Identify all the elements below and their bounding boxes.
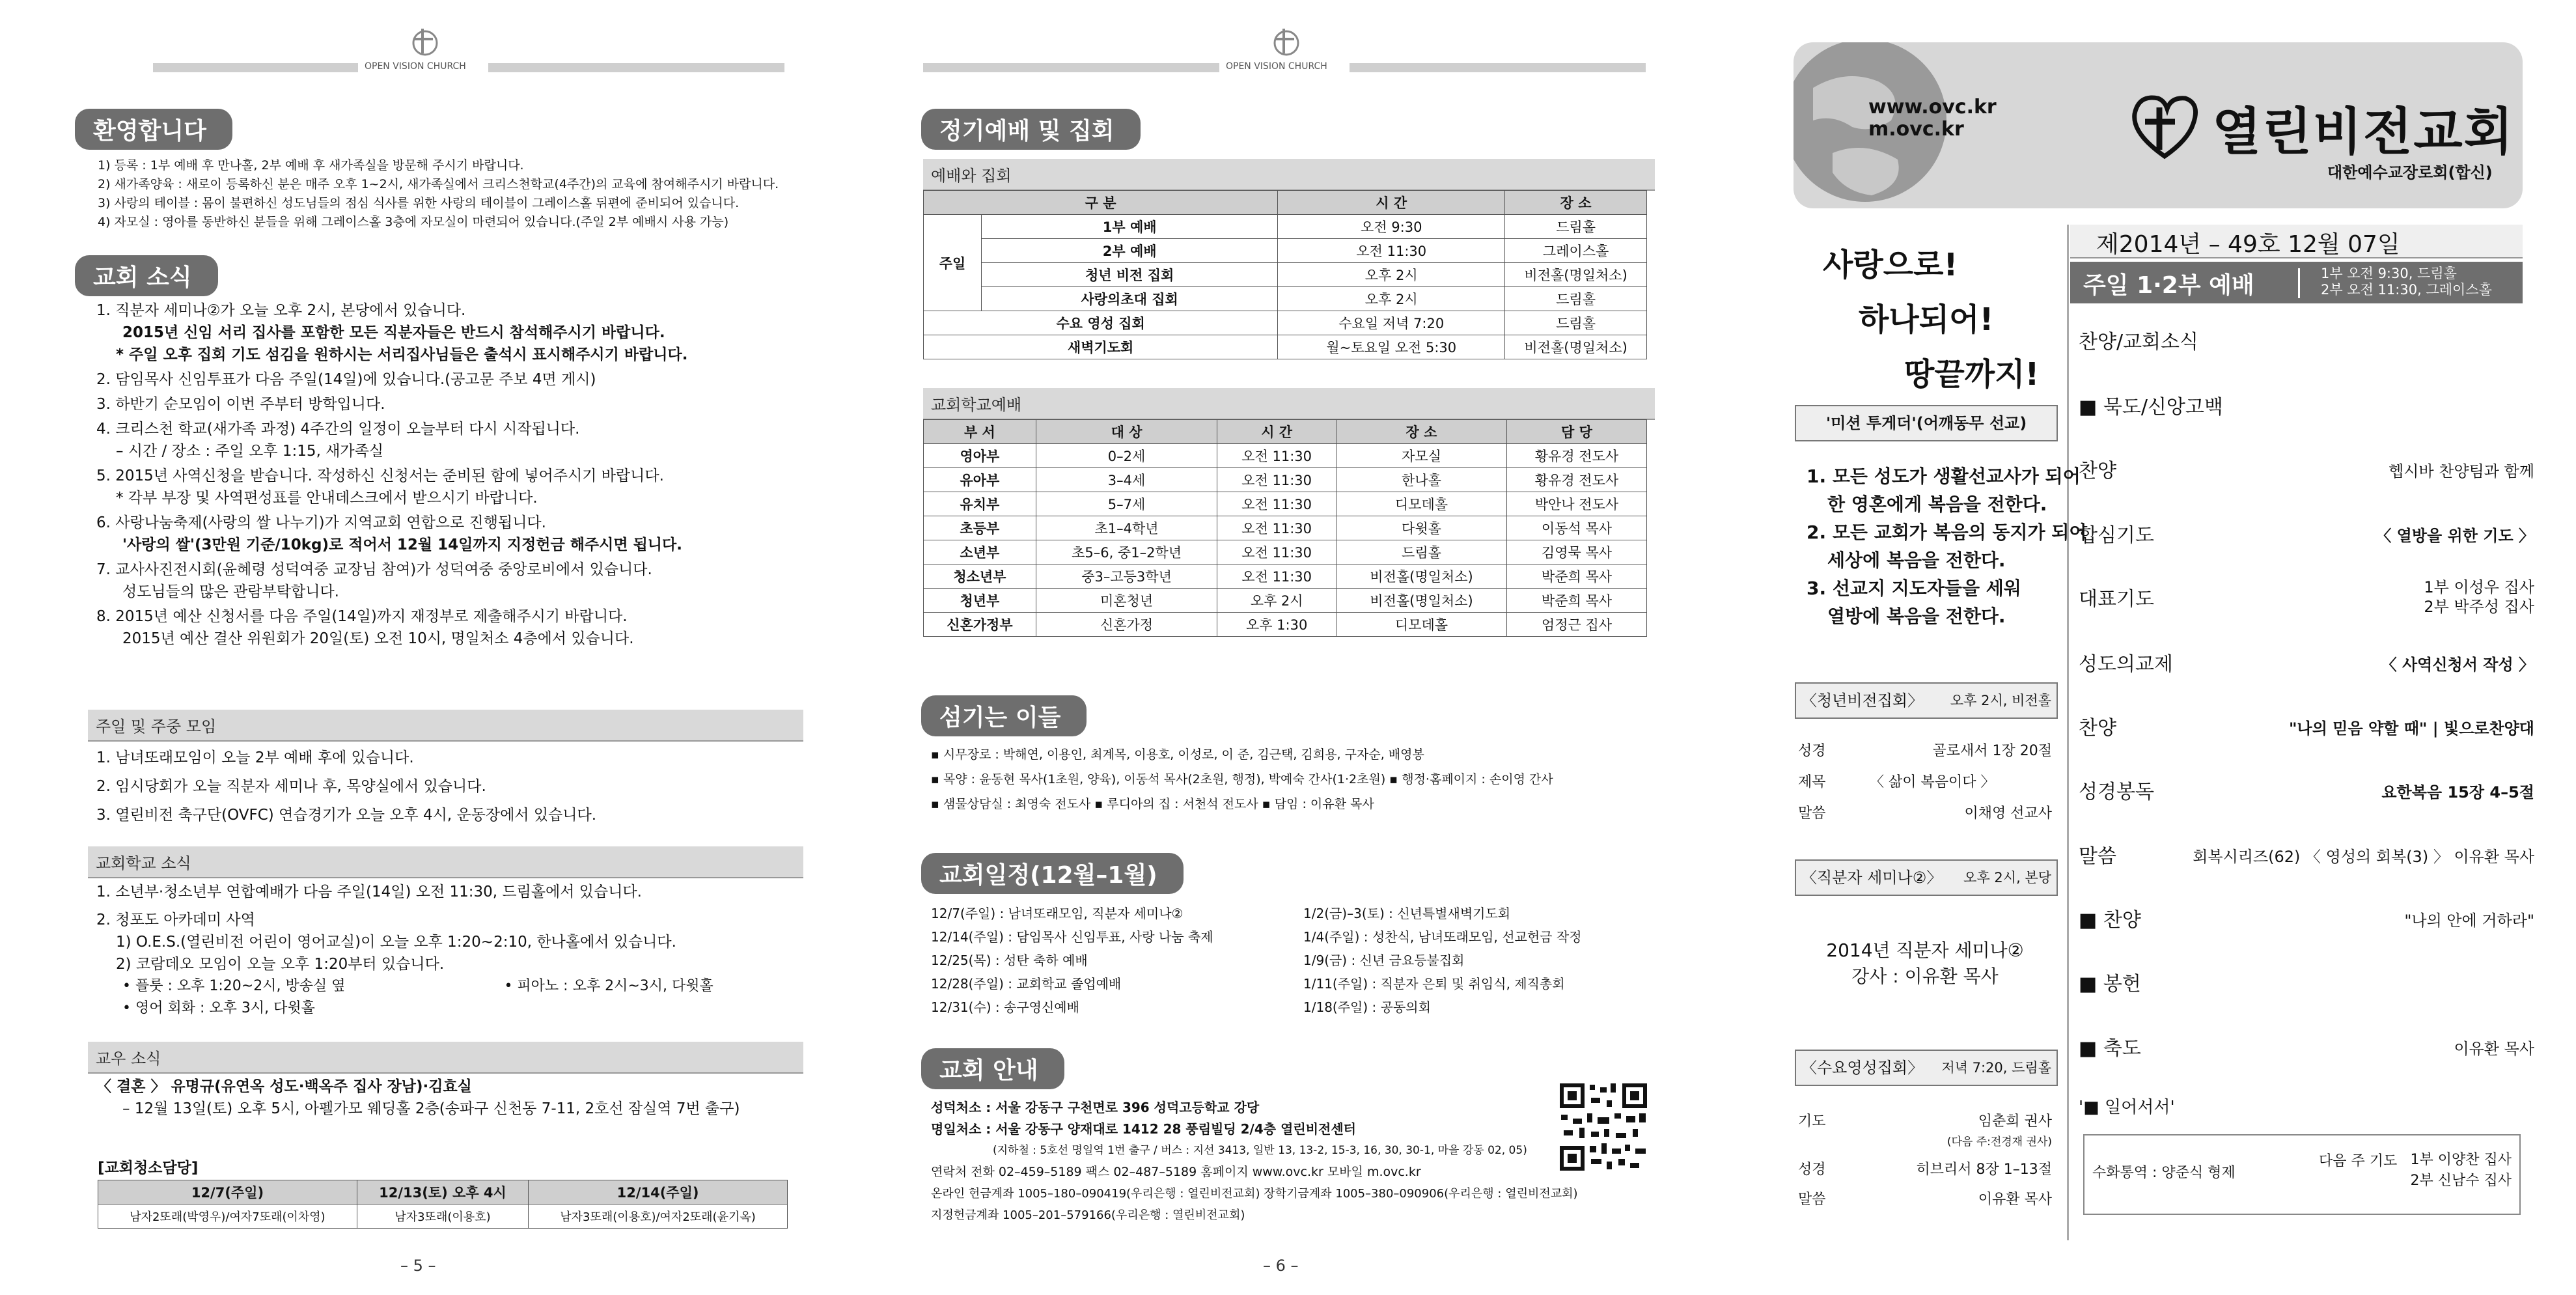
seminar-line: 강사 : 이유환 목사 bbox=[1851, 966, 1999, 987]
info-line: 명일처소 : 서울 강동구 양재대로 1412 28 풍림빌딩 2/4층 열린비전센터 bbox=[931, 1121, 1356, 1137]
news-item: 성도님들의 많은 관람부탁합니다. bbox=[122, 583, 339, 600]
order-label: 찬양/교회소식 bbox=[2079, 331, 2198, 354]
info-line: 온라인 헌금계좌 1005–180–090419(우리은행 : 열린비전교회) 장학기금계좌 1005–380–090906(우리은행 : 열린비전교회) bbox=[931, 1187, 1578, 1201]
order-value: 헵시바 찬양팀과 함께 bbox=[2389, 462, 2534, 480]
school-item: 1. 소년부·청소년부 연합예배가 다음 주일(14일) 오전 11:30, 드림홀에서 있습니다. bbox=[96, 884, 642, 900]
school-worship-cell: 비전홀(명일처소) bbox=[1336, 564, 1507, 589]
info-line: 지정헌금계좌 1005–201–579166(우리은행 : 열린비전교회) bbox=[931, 1208, 1245, 1222]
news-item: * 각부 부장 및 사역편성표를 안내데스크에서 받으시기 바랍니다. bbox=[116, 490, 538, 507]
slogan-line: 사랑으로! bbox=[1823, 247, 1958, 283]
schedule-item: 12/28(주일) : 교회학교 졸업예배 bbox=[931, 976, 1122, 992]
header-rule-right bbox=[488, 63, 784, 72]
school-worship-cell: 박준희 목사 bbox=[1506, 564, 1646, 589]
worship-cell: 비전홀(명일처소) bbox=[1505, 335, 1647, 359]
servants-line: ▪ 시무장로 : 박해연, 이용인, 최계목, 이용호, 이성로, 이 준, 김근택, 김희용, 구자순, 배영봉 bbox=[931, 747, 1424, 762]
wednesday-header bbox=[1795, 1050, 2058, 1086]
cleaning-cell: 남자3또래(이용호)/여자2또래(윤기옥) bbox=[529, 1204, 788, 1229]
wed-row-label: 성경 bbox=[1798, 1162, 1826, 1178]
order-label: ■ 봉헌 bbox=[2079, 973, 2141, 996]
school-worship-cell: 황유경 전도사 bbox=[1506, 468, 1646, 492]
next-prayer-label: 다음 주 기도 bbox=[2319, 1153, 2398, 1169]
worship-sub: 예배와 집회 bbox=[923, 159, 1655, 191]
school-worship-cell: 오전 11:30 bbox=[1217, 540, 1336, 564]
school-worship-cell: 오전 11:30 bbox=[1217, 516, 1336, 540]
cleaning-cell: 남자2또래(박영우)/여자7또래(이차영) bbox=[98, 1204, 357, 1229]
header-church-en: OPEN VISION CHURCH bbox=[1226, 61, 1327, 72]
info-line: 성덕처소 : 서울 강동구 구천면로 396 성덕고등학교 강당 bbox=[931, 1100, 1260, 1115]
youth-row-label: 말씀 bbox=[1798, 805, 1826, 822]
schedule-item: 1/11(주일) : 직분자 은퇴 및 취임식, 제직총회 bbox=[1303, 976, 1565, 992]
mission-title: '미션 투게더'(어깨동무 선교) bbox=[1795, 405, 2058, 441]
cover-footer bbox=[2083, 1134, 2521, 1215]
school-worship-cell: 자모실 bbox=[1336, 444, 1507, 468]
mission-item: 열방에 복음을 전한다. bbox=[1827, 606, 2006, 627]
mission-item: 3. 선교지 지도자들을 세워 bbox=[1807, 578, 2021, 599]
school-worship-cell: 청년부 bbox=[924, 589, 1036, 613]
order-label: 찬양 bbox=[2079, 717, 2116, 740]
school-item: • 영어 회화 : 오후 3시, 다윗홀 bbox=[122, 1000, 315, 1016]
order-label: 성도의교제 bbox=[2079, 653, 2173, 676]
news-list bbox=[96, 299, 687, 650]
order-value: 요한복음 15장 4–5절 bbox=[2381, 783, 2534, 801]
youth-row-value: 골로새서 1장 20절 bbox=[1932, 743, 2052, 759]
wednesday-time: 저녁 7:20, 드림홀 bbox=[1941, 1060, 2051, 1076]
worship-cell: 오후 2시 bbox=[1278, 263, 1505, 287]
info-line: (지하철 : 5호선 명일역 1번 출구 / 버스 : 지선 3413, 일반 13, 13-2, 15-3, 16, 30, 30-1, 마을 강동 02, 05) bbox=[993, 1144, 1527, 1157]
small-group-item: 1. 남녀또래모임이 오늘 2부 예배 후에 있습니다. bbox=[96, 749, 414, 766]
mission-list bbox=[1807, 462, 2087, 630]
members-title: 교우 소식 bbox=[88, 1042, 803, 1074]
order-label: 합심기도 bbox=[2079, 524, 2154, 547]
order-row bbox=[2079, 712, 2534, 744]
news-item: 3. 하반기 순모임이 이번 주부터 방학입니다. bbox=[96, 396, 385, 413]
school-worship-cell: 비전홀(명일처소) bbox=[1336, 589, 1507, 613]
wednesday-rows bbox=[1798, 1110, 2052, 1218]
order-row bbox=[2079, 775, 2534, 808]
school-worship-cell: 오전 11:30 bbox=[1217, 444, 1336, 468]
schedule-item: 12/25(목) : 성탄 축하 예배 bbox=[931, 953, 1088, 968]
order-row bbox=[2079, 578, 2534, 624]
school-worship-cell: 오후 1:30 bbox=[1217, 613, 1336, 637]
school-list bbox=[96, 879, 713, 1020]
welcome-title: 환영합니다 bbox=[75, 109, 232, 150]
youth-row-value: 이채영 선교사 bbox=[1964, 805, 2052, 822]
order-row bbox=[2079, 968, 2534, 1000]
servants-line: ▪ 목양 : 윤동현 목사(1초원, 양육), 이동석 목사(2초원, 행정), 박예숙 간사(1·2초원) ▪ 행정·홈페이지 : 손이영 간사 bbox=[931, 772, 1553, 787]
school-worship-cell: 유아부 bbox=[924, 468, 1036, 492]
order-row bbox=[2079, 454, 2534, 487]
church-logo-icon bbox=[2126, 88, 2204, 163]
school-worship-cell: 박안나 전도사 bbox=[1506, 492, 1646, 516]
news-item: '사랑의 쌀'(3만원 기준/10kg)로 적어서 12월 14일까지 지정헌금 해주시면 됩니다. bbox=[122, 536, 682, 553]
news-item: – 시간 / 장소 : 주일 오후 1:15, 새가족실 bbox=[116, 443, 384, 460]
small-group-item: 3. 열린비전 축구단(OVFC) 연습경기가 오늘 오후 4시, 운동장에서 있습니다. bbox=[96, 807, 597, 824]
church-logo-icon bbox=[407, 25, 443, 57]
mission-item: 세상에 복음을 전한다. bbox=[1827, 550, 2006, 571]
youth-row-value: 〈 삶이 복음이다 〉 bbox=[1870, 774, 1995, 790]
school-worship-cell: 다윗홀 bbox=[1336, 516, 1507, 540]
news-item: 6. 사랑나눔축제(사랑의 쌀 나누기)가 지역교회 연합으로 진행됩니다. bbox=[96, 514, 546, 531]
small-groups-title: 주일 및 주중 모임 bbox=[88, 710, 803, 742]
news-title: 교회 소식 bbox=[75, 255, 218, 296]
info-list bbox=[931, 1097, 1578, 1226]
order-value: 〈 열방을 위한 기도 〉 bbox=[2375, 527, 2534, 545]
church-name: 열린비전교회 bbox=[2212, 103, 2515, 161]
news-item: 4. 크리스천 학교(새가족 과정) 4주간의 일정이 오늘부터 다시 시작됩니다. bbox=[96, 421, 580, 438]
school-worship-cell: 한나홀 bbox=[1336, 468, 1507, 492]
school-item-piano: • 피아노 : 오후 2시~3시, 다윗홀 bbox=[504, 978, 713, 994]
wed-row-label: 말씀 bbox=[1798, 1191, 1826, 1208]
school-worship-cell: 박준희 목사 bbox=[1506, 589, 1646, 613]
order-value: 회복시리즈(62) 〈 영성의 회복(3) 〉 이유환 목사 bbox=[2193, 848, 2534, 866]
order-label: 말씀 bbox=[2079, 845, 2116, 868]
next-prayer-name: 2부 신남수 집사 bbox=[2410, 1173, 2512, 1189]
seminar-line: 2014년 직분자 세미나② bbox=[1826, 940, 2024, 961]
worship-cell: 비전홀(명일처소) bbox=[1505, 263, 1647, 287]
wed-row-value: 임춘희 권사 bbox=[1978, 1113, 2052, 1130]
schedule-item: 12/14(주일) : 담임목사 신임투표, 사랑 나눔 축제 bbox=[931, 929, 1213, 945]
school-worship-header: 시 간 bbox=[1217, 420, 1336, 444]
school-item bbox=[96, 975, 713, 997]
schedule-item: 12/7(주일) : 남녀또래모임, 직분자 세미나② bbox=[931, 906, 1184, 921]
school-item: 1) O.E.S.(열린비전 어린이 영어교실)이 오늘 오후 1:20~2:10, 한나홀에서 있습니다. bbox=[116, 934, 676, 951]
next-prayer-name: 1부 이양찬 집사 bbox=[2410, 1152, 2512, 1168]
member-item: 〈 결혼 〉 유명규(유연옥 성도·백옥주 집사 장남)·김효실 bbox=[96, 1078, 472, 1095]
worship-cell: 사랑의초대 집회 bbox=[982, 287, 1278, 311]
school-worship-cell: 0–2세 bbox=[1036, 444, 1217, 468]
order-row bbox=[2079, 840, 2534, 872]
seminar-header bbox=[1795, 859, 2058, 896]
mission-item: 2. 모든 교회가 복음의 동지가 되어 bbox=[1807, 522, 2087, 543]
news-item: 2015년 예산 결산 위원회가 20일(토) 오전 10시, 명일처소 4층에서 있습니다. bbox=[122, 630, 634, 647]
news-item: 5. 2015년 사역신청을 받습니다. 작성하신 신청서는 준비된 함에 넣어주시기 바랍니다. bbox=[96, 467, 664, 484]
worship-cell: 오후 2시 bbox=[1278, 287, 1505, 311]
order-row bbox=[2079, 519, 2534, 551]
schedule-title: 교회일정(12월–1월) bbox=[921, 853, 1184, 894]
mission-item: 한 영혼에게 복음을 전한다. bbox=[1827, 494, 2047, 515]
school-worship-cell: 초등부 bbox=[924, 516, 1036, 540]
school-worship-cell: 이동석 목사 bbox=[1506, 516, 1646, 540]
header-rule-right bbox=[1350, 63, 1646, 72]
news-item: 2015년 신임 서리 집사를 포함한 모든 직분자들은 반드시 참석해주시기 바랍니다. bbox=[122, 324, 665, 341]
slogan-line: 땅끝까지! bbox=[1904, 356, 2040, 393]
header-rule-left bbox=[923, 63, 1219, 72]
school-worship-sub: 교회학교예배 bbox=[923, 388, 1655, 420]
seminar-title: 〈직분자 세미나②〉 bbox=[1801, 869, 1943, 887]
youth-header bbox=[1795, 682, 2058, 719]
mission-item: 1. 모든 성도가 생활선교사가 되어 bbox=[1807, 466, 2081, 487]
school-worship-cell: 오후 2시 bbox=[1217, 589, 1336, 613]
worship-cell: 수요일 저녁 7:20 bbox=[1278, 311, 1505, 335]
order-value: "나의 믿음 약할 때" | 빛으로찬양대 bbox=[2289, 719, 2534, 738]
wed-row-value: 히브리서 8장 1–13절 bbox=[1916, 1162, 2052, 1178]
service-time: 1부 오전 9:30, 드림홀 bbox=[2321, 266, 2457, 281]
worship-cell: 2부 예배 bbox=[982, 239, 1278, 263]
header-rule-left bbox=[153, 63, 358, 72]
schedule-left bbox=[931, 902, 1213, 1019]
worship-cell: 오전 11:30 bbox=[1278, 239, 1505, 263]
school-worship-cell: 오전 11:30 bbox=[1217, 492, 1336, 516]
schedule-right bbox=[1303, 902, 1581, 1019]
cover-urls bbox=[1868, 96, 1997, 141]
issue: 제2014년 – 49호 12월 07일 bbox=[2096, 231, 2400, 258]
slogan-line: 하나되어! bbox=[1859, 301, 1994, 338]
worship-header: 구 분 bbox=[924, 191, 1278, 215]
worship-cell: 1부 예배 bbox=[982, 215, 1278, 239]
service-times bbox=[2321, 266, 2492, 298]
denomination: 대한예수교장로회(합신) bbox=[2327, 163, 2493, 182]
church-logo-icon bbox=[1268, 25, 1305, 57]
school-item: 2) 코람데오 모임이 오늘 오후 1:20부터 있습니다. bbox=[116, 956, 445, 973]
school-worship-cell: 초5–6, 중1–2학년 bbox=[1036, 540, 1217, 564]
order-value: 이유환 목사 bbox=[2454, 1040, 2534, 1058]
order-value: 1부 이성우 집사 2부 박주성 집사 bbox=[2424, 578, 2534, 616]
schedule-item: 1/4(주일) : 성찬식, 남녀또래모임, 선교헌금 작정 bbox=[1303, 929, 1582, 945]
cleaning-title: [교회청소담당] bbox=[98, 1160, 199, 1177]
sunday-label: 주일 bbox=[924, 215, 982, 311]
seminar-lines bbox=[1795, 938, 2055, 990]
servants-title: 섬기는 이들 bbox=[921, 695, 1087, 736]
order-value: "나의 안에 거하라" bbox=[2404, 912, 2534, 930]
worship-cell: 그레이스홀 bbox=[1505, 239, 1647, 263]
seminar-time: 오후 2시, 본당 bbox=[1963, 870, 2051, 885]
school-worship-cell: 소년부 bbox=[924, 540, 1036, 564]
welcome-item: 4) 자모실 : 영아를 동반하신 분들을 위해 그레이스홀 3층에 자모실이 마련되어 있습니다.(주일 2부 예배시 사용 가능) bbox=[98, 215, 729, 229]
school-worship-cell: 신혼가정부 bbox=[924, 613, 1036, 637]
school-worship-cell: 영아부 bbox=[924, 444, 1036, 468]
school-worship-header: 부 서 bbox=[924, 420, 1036, 444]
info-line: 연락처 전화 02–459–5189 팩스 02–487–5189 홈페이지 www.ovc.kr 모바일 m.ovc.kr bbox=[931, 1165, 1421, 1179]
school-worship-cell: 오전 11:30 bbox=[1217, 564, 1336, 589]
youth-row-label: 성경 bbox=[1798, 743, 1826, 759]
worship-cell: 드림홀 bbox=[1505, 311, 1647, 335]
school-worship-header: 장 소 bbox=[1336, 420, 1507, 444]
cover-url: www.ovc.kr bbox=[1868, 96, 1997, 118]
next-prayer bbox=[2411, 1150, 2512, 1191]
wednesday-title: 〈수요영성집회〉 bbox=[1801, 1059, 1924, 1077]
qr-code bbox=[1557, 1081, 1650, 1173]
cleaning-header: 12/14(주일) bbox=[529, 1180, 788, 1204]
order-label: 찬양 bbox=[2079, 460, 2116, 482]
cleaning-header: 12/13(토) 오후 4시 bbox=[357, 1180, 528, 1204]
school-title: 교회학교 소식 bbox=[88, 846, 803, 878]
cover-url: m.ovc.kr bbox=[1868, 118, 1964, 141]
youth-rows bbox=[1798, 736, 2052, 829]
order-value: 〈 사역신청서 작성 〉 bbox=[2381, 656, 2534, 674]
wed-row-value: 이유환 목사 bbox=[1978, 1191, 2052, 1208]
school-worship-cell: 오전 11:30 bbox=[1217, 468, 1336, 492]
school-worship-header: 대 상 bbox=[1036, 420, 1217, 444]
school-worship-cell: 중3–고등3학년 bbox=[1036, 564, 1217, 589]
member-item: – 12월 13일(토) 오후 5시, 아펠가모 웨딩홀 2층(송파구 신천동 7-11, 2호선 잠실역 7번 출구) bbox=[122, 1100, 740, 1117]
cleaning-header: 12/7(주일) bbox=[98, 1180, 357, 1204]
small-groups-list bbox=[96, 744, 596, 829]
worship-header: 장 소 bbox=[1505, 191, 1647, 215]
servants-line: ▪ 샘물상담실 : 최영숙 전도사 ▪ 루디아의 집 : 서천석 전도사 ▪ 담임 : 이유환 목사 bbox=[931, 797, 1374, 811]
schedule-item: 1/9(금) : 신년 금요등불집회 bbox=[1303, 953, 1465, 968]
school-worship-cell: 디모데홀 bbox=[1336, 492, 1507, 516]
news-item: 8. 2015년 예산 신청서를 다음 주일(14일)까지 재정부로 제출해주시기 바랍니다. bbox=[96, 608, 628, 625]
usher: 수화통역 : 양준식 형제 bbox=[2092, 1165, 2236, 1181]
order-label: 대표기도 bbox=[2079, 588, 2154, 611]
service-title: 주일 1·2부 예배 bbox=[2083, 272, 2254, 299]
school-worship-cell: 미혼청년 bbox=[1036, 589, 1217, 613]
school-worship-cell: 디모데홀 bbox=[1336, 613, 1507, 637]
info-title: 교회 안내 bbox=[921, 1048, 1064, 1089]
order-row bbox=[2079, 904, 2534, 936]
schedule-item: 1/18(주일) : 공동의회 bbox=[1303, 999, 1431, 1015]
slogan bbox=[1820, 238, 2041, 402]
service-divider bbox=[2298, 268, 2300, 298]
worship-cell: 오전 9:30 bbox=[1278, 215, 1505, 239]
order-label: 성경봉독 bbox=[2079, 781, 2154, 803]
school-worship-header: 담 당 bbox=[1506, 420, 1646, 444]
order-row bbox=[2079, 1032, 2534, 1065]
page-number-6: – 6 – bbox=[1263, 1257, 1299, 1275]
news-item: * 주일 오후 집회 기도 섬김을 원하시는 서리집사님들은 출석시 표시해주시기 바랍니다. bbox=[116, 346, 688, 363]
school-worship-table bbox=[923, 419, 1647, 637]
cleaning-cell: 남자3또래(이용호) bbox=[357, 1204, 528, 1229]
school-worship-cell: 드림홀 bbox=[1336, 540, 1507, 564]
welcome-list bbox=[98, 156, 779, 232]
school-worship-cell: 황유경 전도사 bbox=[1506, 444, 1646, 468]
order-label: ■ 축도 bbox=[2079, 1037, 2141, 1060]
wed-row-label: 기도 bbox=[1798, 1113, 1826, 1130]
welcome-item: 1) 등록 : 1부 예배 후 만나홀, 2부 예배 후 새가족실을 방문해 주시기 바랍니다. bbox=[98, 158, 524, 173]
school-item: 2. 청포도 아카데미 사역 bbox=[96, 912, 255, 928]
schedule-item: 1/2(금)–3(토) : 신년특별새벽기도회 bbox=[1303, 906, 1511, 921]
small-group-item: 2. 임시당회가 오늘 직분자 세미나 후, 목양실에서 있습니다. bbox=[96, 778, 486, 795]
school-worship-cell: 청소년부 bbox=[924, 564, 1036, 589]
page-number-5: – 5 – bbox=[400, 1257, 436, 1275]
youth-row-label: 제목 bbox=[1798, 774, 1826, 790]
school-worship-cell: 신혼가정 bbox=[1036, 613, 1217, 637]
worship-header: 시 간 bbox=[1278, 191, 1505, 215]
news-item: 1. 직분자 세미나②가 오늘 오후 2시, 본당에서 있습니다. bbox=[96, 302, 466, 319]
welcome-item: 2) 새가족양육 : 새로이 등록하신 분은 매주 오후 1~2시, 새가족실에서 크리스천학교(4주간)의 교육에 참여해주시기 바랍니다. bbox=[98, 177, 779, 191]
order-row bbox=[2079, 1094, 2534, 1122]
order-row bbox=[2079, 648, 2534, 680]
school-worship-cell: 5–7세 bbox=[1036, 492, 1217, 516]
worship-cell: 새벽기도회 bbox=[924, 335, 1278, 359]
school-item-flute: • 플룻 : 오후 1:20~2시, 방송실 옆 bbox=[122, 978, 346, 994]
order-row bbox=[2079, 391, 2534, 423]
school-worship-cell: 유치부 bbox=[924, 492, 1036, 516]
worship-cell: 청년 비전 집회 bbox=[982, 263, 1278, 287]
order-label: ■ 묵도/신앙고백 bbox=[2079, 396, 2223, 419]
school-worship-cell: 김영묵 목사 bbox=[1506, 540, 1646, 564]
cover-divider bbox=[2067, 225, 2069, 1240]
school-worship-cell: 초1–4학년 bbox=[1036, 516, 1217, 540]
worship-cell: 드림홀 bbox=[1505, 215, 1647, 239]
wed-row-value: (다음 주:전경재 권사) bbox=[1946, 1135, 2052, 1149]
header-church-en: OPEN VISION CHURCH bbox=[365, 61, 466, 72]
order-label: ■ 찬양 bbox=[2079, 909, 2141, 932]
youth-title: 〈청년비전집회〉 bbox=[1801, 691, 1924, 710]
worship-cell: 드림홀 bbox=[1505, 287, 1647, 311]
worship-cell: 수요 영성 집회 bbox=[924, 311, 1278, 335]
school-worship-cell: 엄정근 집사 bbox=[1506, 613, 1646, 637]
worship-table bbox=[923, 190, 1647, 359]
news-item: 7. 교사사진전시회(윤혜령 성덕여중 교장님 참여)가 성덕여중 중앙로비에서 있습니다. bbox=[96, 561, 652, 578]
worship-cell: 월~토요일 오전 5:30 bbox=[1278, 335, 1505, 359]
youth-time: 오후 2시, 비전홀 bbox=[1950, 693, 2051, 708]
news-item: 2. 담임목사 신임투표가 다음 주일(14일)에 있습니다.(공고문 주보 4면 게시) bbox=[96, 371, 596, 388]
order-row bbox=[2079, 326, 2534, 358]
servants-list bbox=[931, 742, 1553, 816]
schedule-item: 12/31(수) : 송구영신예배 bbox=[931, 999, 1079, 1015]
order-label: '■ 일어서서' bbox=[2079, 1098, 2175, 1117]
members-list bbox=[96, 1076, 740, 1120]
welcome-item: 3) 사랑의 테이블 : 몸이 불편하신 성도님들의 점심 식사를 위한 사랑의 테이블이 그레이스홀 뒤편에 준비되어 있습니다. bbox=[98, 196, 740, 210]
worship-title: 정기예배 및 집회 bbox=[921, 109, 1141, 150]
cleaning-table bbox=[98, 1180, 788, 1229]
service-time: 2부 오전 11:30, 그레이스홀 bbox=[2321, 282, 2492, 298]
school-worship-cell: 3–4세 bbox=[1036, 468, 1217, 492]
